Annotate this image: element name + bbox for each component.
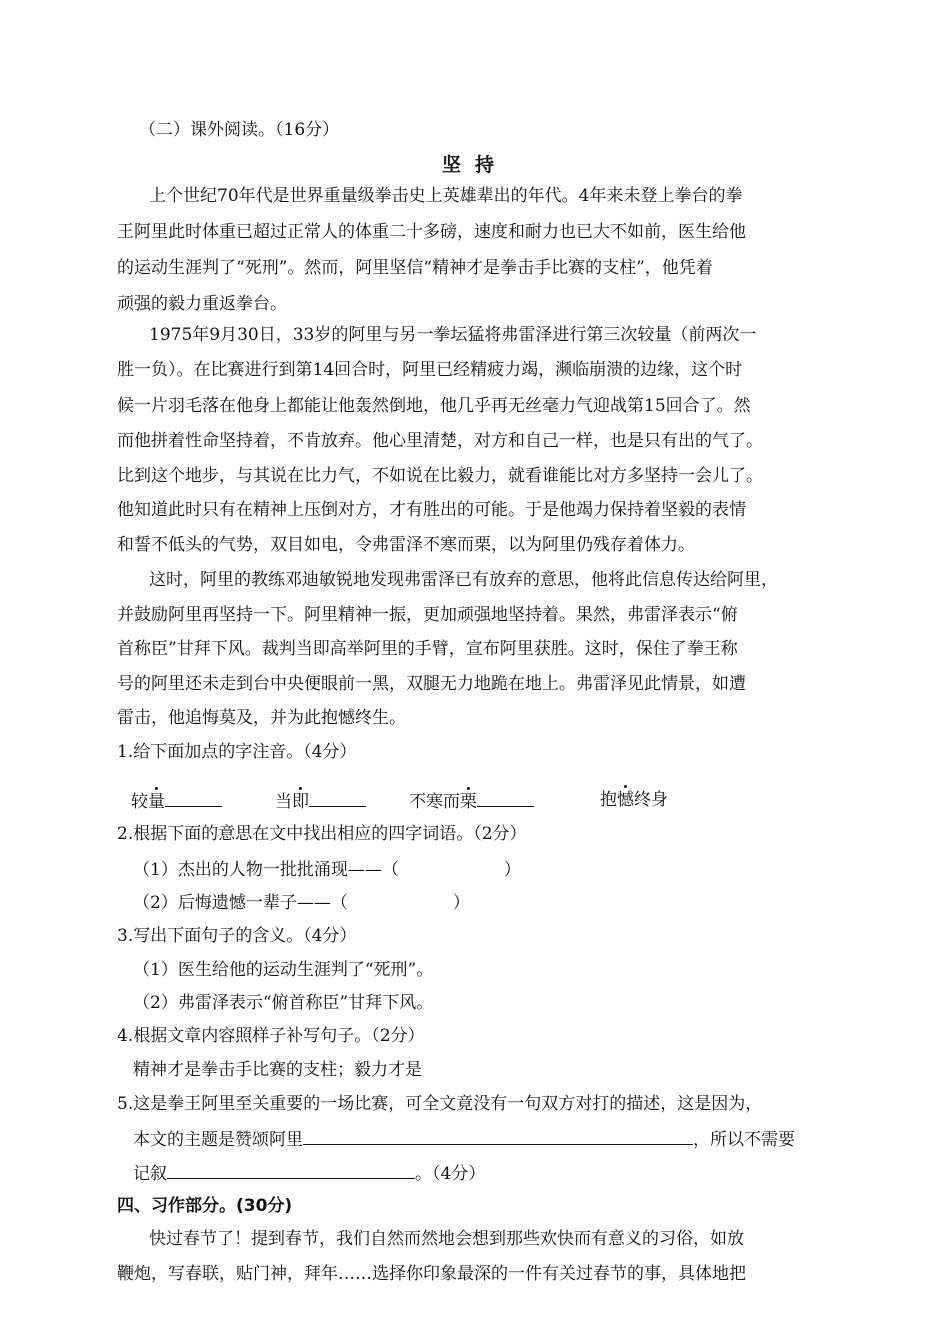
question-1: 1.给下面加点的字注音。（4分） [117, 742, 357, 762]
question-3: 3.写出下面句子的含义。（4分） [117, 926, 357, 946]
question-4-example: 精神才是拳击手比赛的支柱；毅力才是 [133, 1060, 422, 1080]
question-2-item: （2）后悔遗憾一辈子——（ ） [133, 889, 470, 915]
question-5-line: 记叙 。（4分） [133, 1160, 485, 1186]
question-4: 4.根据文章内容照样子补写句子。（2分） [117, 1026, 425, 1046]
pinyin-item: 较量 [131, 788, 222, 814]
answer-blank[interactable] [477, 788, 534, 807]
answer-blank[interactable] [167, 1160, 415, 1179]
pinyin-item: 不寒而栗 [409, 788, 534, 814]
composition-prompt: 快过春节了！提到春节，我们自然而然地会想到那些欢快而有意义的习俗，如放 [149, 1229, 744, 1249]
passage-line: 并鼓励阿里再坚持一下。阿里精神一振，更加顽强地坚持着。果然，弗雷泽表示“俯 [117, 605, 738, 625]
passage-line: 他知道此时只有在精神上压倒对方，才有胜出的可能。于是他竭力保持着坚毅的表情 [117, 500, 746, 520]
passage-line: 胜一负）。在比赛进行到第14回合时，阿里已经精疲力竭，濒临崩溃的边缘，这个时 [117, 360, 743, 380]
passage-line: 雷击，他追悔莫及，并为此抱憾终生。 [117, 708, 406, 728]
passage-line: 这时，阿里的教练邓迪敏锐地发现弗雷泽已有放弃的意思，他将此信息传达给阿里， [149, 570, 778, 590]
pinyin-item: 抱憾终身 [600, 790, 668, 810]
question-2: 2.根据下面的意思在文中找出相应的四字词语。（2分） [117, 824, 527, 844]
passage-line: 王阿里此时体重已超过正常人的体重二十多磅，速度和耐力也已大不如前，医生给他 [117, 222, 746, 242]
question-5-line: 本文的主题是赞颂阿里 ，所以不需要 [133, 1126, 795, 1152]
question-5: 5.这是拳王阿里至关重要的一场比赛，可全文竟没有一句双方对打的描述，这是因为， [117, 1094, 763, 1114]
section-heading: （二）课外阅读。（16分） [139, 120, 340, 140]
passage-line: 1975年9月30日，33岁的阿里与另一拳坛猛将弗雷泽进行第三次较量（前两次一 [149, 325, 757, 345]
answer-blank[interactable] [309, 788, 366, 807]
passage-title: 坚持 [441, 154, 508, 176]
answer-blank[interactable] [399, 856, 504, 875]
passage-line: 和誓不低头的气势，双目如电，令弗雷泽不寒而栗，以为阿里仍残存着体力。 [117, 535, 695, 555]
answer-blank[interactable] [348, 889, 453, 908]
passage-line: 的运动生涯判了“死刑”。然而，阿里坚信“精神才是拳击手比赛的支柱”，他凭着 [117, 258, 713, 278]
passage-line: 顽强的毅力重返拳台。 [117, 294, 287, 314]
dotted-char: 憾 [617, 790, 634, 810]
answer-blank[interactable] [165, 788, 222, 807]
passage-line: 号的阿里还未走到台中央便眼前一黑，双腿无力地跪在地上。弗雷泽见此情景，如遭 [117, 674, 746, 694]
passage-line: 上个世纪70年代是世界重量级拳击史上英雄辈出的年代。4年来未登上拳台的拳 [149, 186, 743, 206]
answer-blank[interactable] [303, 1126, 693, 1145]
composition-prompt: 鞭炮，写春联，贴门神，拜年……选择你印象最深的一件有关过春节的事，具体地把 [117, 1264, 746, 1284]
question-3-item: （1）医生给他的运动生涯判了“死刑”。 [133, 960, 434, 980]
dotted-char: 量 [148, 792, 165, 812]
dotted-char: 即 [292, 792, 309, 812]
dotted-char: 栗 [460, 792, 477, 812]
passage-line: 首称臣”甘拜下风。裁判当即高举阿里的手臂，宣布阿里获胜。这时，保住了拳王称 [117, 639, 738, 659]
question-2-item: （1）杰出的人物一批批涌现——（ ） [133, 856, 521, 882]
question-3-item: （2）弗雷泽表示“俯首称臣”甘拜下风。 [133, 993, 434, 1013]
passage-line: 而他拼着性命坚持着，不肯放弃。他心里清楚，对方和自己一样，也是只有出的气了。 [117, 431, 763, 451]
passage-line: 比到这个地步，与其说在比力气，不如说在比毅力，就看谁能比对方多坚持一会儿了。 [117, 466, 763, 486]
pinyin-item: 当即 [275, 788, 366, 814]
part-4-heading: 四、习作部分。(30分) [117, 1196, 293, 1216]
passage-line: 候一片羽毛落在他身上都能让他轰然倒地，他几乎再无丝毫力气迎战第15回合了。然 [117, 396, 751, 416]
